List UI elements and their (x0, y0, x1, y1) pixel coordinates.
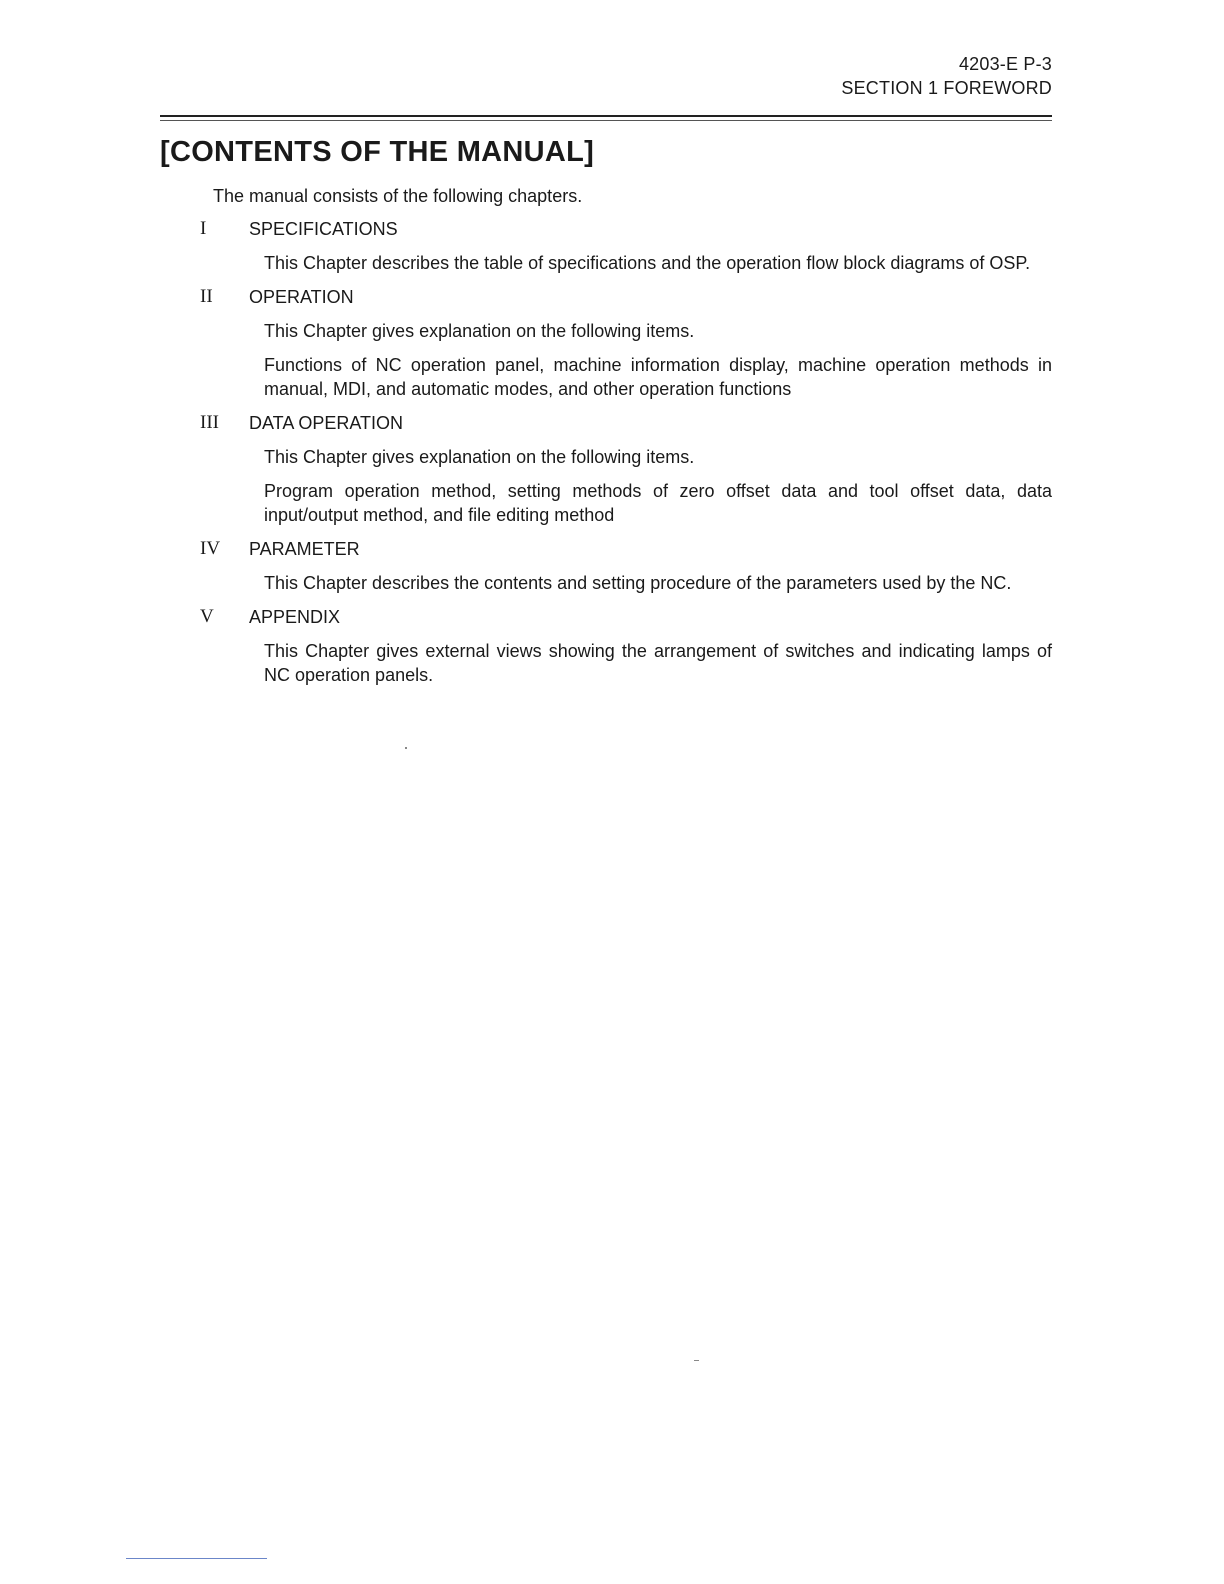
section-label: SECTION 1 FOREWORD (841, 78, 1052, 98)
header-rule (160, 115, 1052, 117)
chapter-description: This Chapter describes the table of specifications and the operation flow block diagrams of OSP. (264, 253, 1031, 273)
chapter-item (200, 605, 1052, 687)
chapter-description: This Chapter describes the contents and setting procedure of the parameters used by the NC. (264, 573, 1012, 593)
chapter-description: Functions of NC operation panel, machine information display, machine operation methods in manual, MDI, and automatic modes, and other operation functions (264, 355, 1052, 399)
chapter-list (200, 217, 1052, 697)
chapter-heading (200, 411, 1052, 435)
chapter-numeral: III (200, 412, 219, 433)
scan-speck (694, 1360, 699, 1361)
chapter-description: This Chapter gives external views showing the arrangement of switches and indicating lamps of NC operation panels. (264, 641, 1052, 685)
chapter-description: This Chapter gives explanation on the following items. (264, 321, 695, 341)
chapter-title: SPECIFICATIONS (249, 219, 398, 239)
chapter-title: APPENDIX (249, 607, 341, 627)
scan-speck (405, 747, 407, 749)
chapter-description: Program operation method, setting methods of zero offset data and tool offset data, data input/output method, and file editing method (264, 481, 1052, 525)
chapter-numeral: V (200, 606, 214, 627)
chapter-heading (200, 285, 1052, 309)
chapter-item (200, 537, 1052, 595)
chapter-title: DATA OPERATION (249, 413, 404, 433)
chapter-title: PARAMETER (249, 539, 360, 559)
chapter-numeral: II (200, 286, 213, 307)
chapter-item (200, 217, 1052, 275)
header-rule-thin (160, 120, 1052, 121)
page-title: [CONTENTS OF THE MANUAL] (160, 136, 595, 168)
chapter-heading (200, 605, 1052, 629)
intro-text: The manual consists of the following chapters. (213, 186, 583, 206)
doc-code: 4203-E P-3 (958, 54, 1052, 74)
chapter-description: This Chapter gives explanation on the following items. (264, 447, 695, 467)
chapter-numeral: I (200, 218, 207, 239)
chapter-heading (200, 217, 1052, 241)
page-header (841, 52, 1052, 100)
chapter-heading (200, 537, 1052, 561)
chapter-item (200, 285, 1052, 401)
chapter-title: OPERATION (249, 287, 354, 307)
footer-line (126, 1558, 267, 1559)
chapter-item (200, 411, 1052, 527)
chapter-numeral: IV (200, 538, 221, 559)
